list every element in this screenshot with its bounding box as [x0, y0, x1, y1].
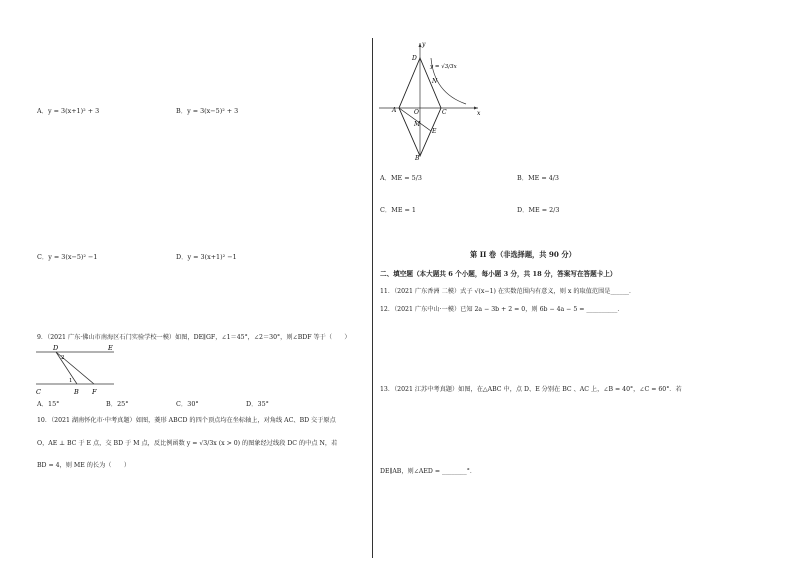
q9-option-b: B．25°	[106, 400, 129, 408]
q9-option-a: A．15°	[37, 400, 60, 408]
q9-figure	[34, 342, 118, 398]
graph-label-x: x	[477, 110, 481, 117]
fig9-label-c: C	[36, 388, 41, 396]
graph-label-o: O	[414, 109, 419, 116]
q10-option-a: A．ME = 5/3	[380, 174, 422, 182]
graph-label-func: y = √3/3x	[430, 64, 457, 70]
q11: 11．（2021 广东香洲 二模）式子 √(x−1) 在实数范围内有意义，则 x 的取值范围是______．	[380, 288, 636, 295]
part2-title: 第 II 卷（非选择题，共 90 分）	[470, 250, 576, 259]
graph-label-b: B	[415, 155, 420, 162]
q8-option-d: D．y = 3(x+1)² −1	[176, 253, 237, 261]
q8-option-c: C．y = 3(x−5)² −1	[37, 253, 98, 261]
graph-label-m: M	[414, 121, 421, 128]
q9-stem: 9．（2021 广东·佛山市南海区石门实验学校一模）如图，DE∥GF，∠1＝45°，∠2＝30°，则∠BDF 等于（ ）	[37, 334, 351, 341]
fig9-label-1: 1	[69, 378, 73, 384]
fig9-label-d: D	[53, 344, 59, 352]
graph-label-d: D	[412, 55, 417, 62]
q10-option-b: B．ME = 4/3	[517, 174, 559, 182]
q10-line1: 10．（2021 湖南怀化市·中考真题）如图，菱形 ABCD 的四个顶点均在坐标轴上，对角线 AC、BD 交于原点	[37, 417, 336, 424]
graph-label-y: y	[422, 41, 426, 48]
q8-option-b: B．y = 3(x−5)² + 3	[176, 107, 239, 115]
graph-label-c: C	[442, 109, 447, 116]
q13-line2: DE∥AB，则∠AED = ________°．	[380, 468, 477, 475]
q10-line3: BD = 4，则 ME 的长为（ ）	[37, 462, 131, 469]
q10-option-d: D．ME = 2/3	[517, 206, 560, 214]
fig9-label-f: F	[92, 388, 97, 396]
graph-label-n: N	[432, 78, 438, 85]
q12: 12．（2021 广东中山·一模）已知 2a − 3b + 2 = 0，则 6b − 4a − 5 = __________．	[380, 306, 624, 313]
q10-line2: O，AE ⊥ BC 于 E 点，交 BD 于 M 点，反比例函数 y = √3/3x (x > 0) 的图象经过线段 DC 的中点 N，若	[37, 440, 338, 447]
graph-label-a: A	[392, 107, 397, 114]
column-divider	[372, 38, 373, 558]
fig9-label-2: 2	[61, 355, 65, 361]
q10-rhombus-figure	[374, 38, 486, 162]
q9-option-c: C．30°	[176, 400, 199, 408]
fig9-label-e: E	[108, 344, 113, 352]
q9-option-d: D．35°	[246, 400, 269, 408]
q8-option-a: A．y = 3(x+1)² + 3	[37, 107, 100, 115]
q10-option-c: C．ME = 1	[380, 206, 416, 214]
graph-label-e: E	[432, 128, 437, 135]
section2-title: 二、填空题（本大题共 6 个小题，每小题 3 分，共 18 分，答案写在答题卡上）	[380, 270, 617, 278]
q13-line1: 13．（2021 江苏中考真题）如图，在△ABC 中，点 D、E 分别在 BC 、AC 上，∠B = 40°，∠C = 60°．若	[380, 386, 682, 393]
fig9-label-b: B	[74, 388, 79, 396]
